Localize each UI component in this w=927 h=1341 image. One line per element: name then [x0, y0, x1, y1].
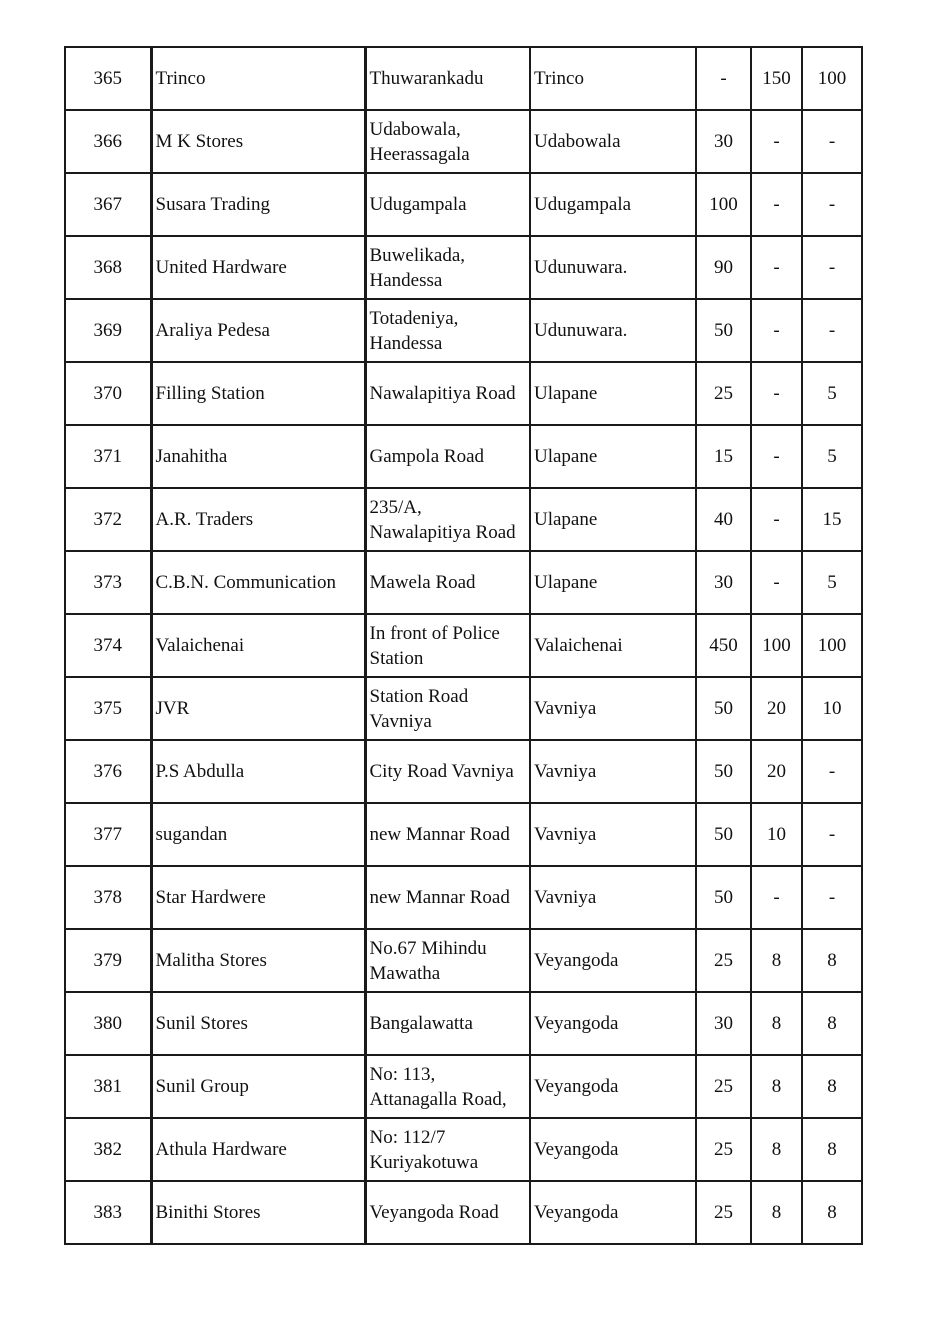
town-cell: Udugampala — [530, 173, 696, 236]
quantity-2-cell: 10 — [751, 803, 802, 866]
address-line: Udabowala, — [369, 118, 461, 140]
address-line: Thuwarankadu — [369, 68, 484, 89]
address-cell — [365, 803, 530, 866]
quantity-3-cell: 8 — [802, 1181, 862, 1244]
address-line: City Road Vavniya — [369, 761, 514, 782]
dealer-name-cell: Sunil Group — [151, 1055, 365, 1118]
row-number-cell: 370 — [65, 362, 151, 425]
table-row — [65, 992, 862, 1055]
quantity-2-cell: - — [751, 110, 802, 173]
row-number-cell: 379 — [65, 929, 151, 992]
quantity-3-cell: 5 — [802, 551, 862, 614]
quantity-3-cell: - — [802, 110, 862, 173]
quantity-3-cell: - — [802, 173, 862, 236]
quantity-1-cell: 50 — [696, 803, 751, 866]
town-cell: Vavniya — [530, 740, 696, 803]
quantity-1-cell: 30 — [696, 551, 751, 614]
row-number-cell: 381 — [65, 1055, 151, 1118]
address-line: Handessa — [369, 269, 443, 291]
quantity-1-cell: 100 — [696, 173, 751, 236]
quantity-1-cell: 30 — [696, 992, 751, 1055]
town-cell: Vavniya — [530, 803, 696, 866]
table-row — [65, 110, 862, 173]
address-cell — [365, 110, 530, 173]
dealer-name-cell: Star Hardwere — [151, 866, 365, 929]
address-line: Kuriyakotuwa — [369, 1151, 479, 1173]
quantity-3-cell: 5 — [802, 362, 862, 425]
address-cell — [365, 173, 530, 236]
table-row — [65, 236, 862, 299]
table-row — [65, 362, 862, 425]
quantity-2-cell: 8 — [751, 1118, 802, 1181]
town-cell: Veyangoda — [530, 1181, 696, 1244]
address-line: Heerassagala — [369, 143, 470, 165]
quantity-1-cell: 15 — [696, 425, 751, 488]
quantity-3-cell: 10 — [802, 677, 862, 740]
address-line: Attanagalla Road, — [369, 1088, 507, 1110]
quantity-3-cell: 8 — [802, 1055, 862, 1118]
quantity-3-cell: 15 — [802, 488, 862, 551]
address-line: 235/A, — [369, 496, 422, 518]
town-cell: Udunuwara. — [530, 299, 696, 362]
quantity-1-cell: 25 — [696, 1118, 751, 1181]
quantity-1-cell: 40 — [696, 488, 751, 551]
dealer-name-cell: C.B.N. Communication — [151, 551, 365, 614]
row-number-cell: 369 — [65, 299, 151, 362]
table-row — [65, 173, 862, 236]
quantity-1-cell: 25 — [696, 1055, 751, 1118]
row-number-cell: 372 — [65, 488, 151, 551]
dealer-name-cell: Malitha Stores — [151, 929, 365, 992]
town-cell: Vavniya — [530, 866, 696, 929]
quantity-1-cell: 50 — [696, 866, 751, 929]
quantity-3-cell: 5 — [802, 425, 862, 488]
row-number-cell: 371 — [65, 425, 151, 488]
town-cell: Udunuwara. — [530, 236, 696, 299]
quantity-2-cell: - — [751, 866, 802, 929]
address-cell — [365, 362, 530, 425]
address-cell — [365, 1055, 530, 1118]
quantity-2-cell: 20 — [751, 677, 802, 740]
address-cell — [365, 614, 530, 677]
dealer-name-cell: Susara Trading — [151, 173, 365, 236]
quantity-3-cell: - — [802, 236, 862, 299]
address-cell — [365, 236, 530, 299]
quantity-3-cell: - — [802, 740, 862, 803]
quantity-1-cell: 25 — [696, 362, 751, 425]
dealer-name-cell: JVR — [151, 677, 365, 740]
table-row — [65, 425, 862, 488]
row-number-cell: 367 — [65, 173, 151, 236]
address-line: Station — [369, 647, 424, 669]
address-cell — [365, 551, 530, 614]
quantity-3-cell: - — [802, 299, 862, 362]
dealer-name-cell: Athula Hardware — [151, 1118, 365, 1181]
address-cell — [365, 299, 530, 362]
quantity-1-cell: 50 — [696, 677, 751, 740]
row-number-cell: 368 — [65, 236, 151, 299]
table-row — [65, 47, 862, 110]
quantity-1-cell: 450 — [696, 614, 751, 677]
table-row — [65, 866, 862, 929]
row-number-cell: 382 — [65, 1118, 151, 1181]
town-cell: Trinco — [530, 47, 696, 110]
address-cell — [365, 488, 530, 551]
quantity-2-cell: 100 — [751, 614, 802, 677]
address-cell — [365, 992, 530, 1055]
address-line: Mawatha — [369, 962, 441, 984]
address-line: new Mannar Road — [369, 887, 510, 908]
table-row — [65, 299, 862, 362]
table-row — [65, 803, 862, 866]
row-number-cell: 378 — [65, 866, 151, 929]
address-line: Veyangoda Road — [369, 1202, 499, 1223]
row-number-cell: 373 — [65, 551, 151, 614]
address-line: Totadeniya, — [369, 307, 459, 329]
address-line: Station Road — [369, 685, 469, 707]
address-cell — [365, 47, 530, 110]
table-row — [65, 1181, 862, 1244]
quantity-1-cell: 30 — [696, 110, 751, 173]
address-line: Udugampala — [369, 194, 467, 215]
quantity-1-cell: 25 — [696, 929, 751, 992]
address-line: Buwelikada, — [369, 244, 466, 266]
address-line: Vavniya — [369, 710, 432, 732]
dealer-name-cell: sugandan — [151, 803, 365, 866]
quantity-2-cell: - — [751, 425, 802, 488]
address-line: In front of Police — [369, 622, 500, 644]
town-cell: Udabowala — [530, 110, 696, 173]
address-line: Handessa — [369, 332, 443, 354]
quantity-1-cell: - — [696, 47, 751, 110]
address-line: No: 112/7 — [369, 1126, 446, 1148]
dealer-name-cell: United Hardware — [151, 236, 365, 299]
quantity-2-cell: 8 — [751, 992, 802, 1055]
address-cell — [365, 740, 530, 803]
town-cell: Veyangoda — [530, 992, 696, 1055]
quantity-2-cell: - — [751, 488, 802, 551]
row-number-cell: 365 — [65, 47, 151, 110]
quantity-3-cell: 100 — [802, 614, 862, 677]
quantity-3-cell: - — [802, 866, 862, 929]
quantity-3-cell: 8 — [802, 992, 862, 1055]
dealer-name-cell: Valaichenai — [151, 614, 365, 677]
quantity-2-cell: 150 — [751, 47, 802, 110]
table-row — [65, 488, 862, 551]
table-row — [65, 551, 862, 614]
address-cell — [365, 929, 530, 992]
town-cell: Ulapane — [530, 488, 696, 551]
quantity-2-cell: - — [751, 551, 802, 614]
town-cell: Veyangoda — [530, 929, 696, 992]
address-cell — [365, 1181, 530, 1244]
dealer-name-cell: Binithi Stores — [151, 1181, 365, 1244]
address-cell — [365, 866, 530, 929]
dealer-table — [64, 46, 863, 1245]
quantity-2-cell: 20 — [751, 740, 802, 803]
dealer-name-cell: Janahitha — [151, 425, 365, 488]
quantity-3-cell: - — [802, 803, 862, 866]
dealer-name-cell: P.S Abdulla — [151, 740, 365, 803]
quantity-3-cell: 8 — [802, 1118, 862, 1181]
table-row — [65, 614, 862, 677]
address-line: Nawalapitiya Road — [369, 521, 516, 543]
address-line: Nawalapitiya Road — [369, 383, 516, 404]
quantity-3-cell: 100 — [802, 47, 862, 110]
town-cell: Veyangoda — [530, 1118, 696, 1181]
dealer-name-cell: M K Stores — [151, 110, 365, 173]
address-line: Gampola Road — [369, 446, 485, 467]
quantity-2-cell: - — [751, 173, 802, 236]
table-row — [65, 1055, 862, 1118]
address-line: Mawela Road — [369, 572, 476, 593]
quantity-3-cell: 8 — [802, 929, 862, 992]
row-number-cell: 375 — [65, 677, 151, 740]
row-number-cell: 377 — [65, 803, 151, 866]
dealer-name-cell: Filling Station — [151, 362, 365, 425]
table-row — [65, 929, 862, 992]
quantity-2-cell: 8 — [751, 1055, 802, 1118]
table-row — [65, 1118, 862, 1181]
dealer-name-cell: Sunil Stores — [151, 992, 365, 1055]
quantity-2-cell: - — [751, 299, 802, 362]
dealer-name-cell: Trinco — [151, 47, 365, 110]
quantity-2-cell: - — [751, 236, 802, 299]
row-number-cell: 376 — [65, 740, 151, 803]
dealer-name-cell: A.R. Traders — [151, 488, 365, 551]
quantity-1-cell: 90 — [696, 236, 751, 299]
row-number-cell: 366 — [65, 110, 151, 173]
quantity-1-cell: 50 — [696, 299, 751, 362]
address-line: No.67 Mihindu — [369, 937, 487, 959]
town-cell: Veyangoda — [530, 1055, 696, 1118]
row-number-cell: 374 — [65, 614, 151, 677]
table-row — [65, 740, 862, 803]
address-cell — [365, 425, 530, 488]
quantity-2-cell: - — [751, 362, 802, 425]
town-cell: Ulapane — [530, 362, 696, 425]
table-row — [65, 677, 862, 740]
address-line: Bangalawatta — [369, 1013, 473, 1034]
quantity-1-cell: 50 — [696, 740, 751, 803]
quantity-2-cell: 8 — [751, 1181, 802, 1244]
town-cell: Vavniya — [530, 677, 696, 740]
table-body — [65, 47, 862, 1244]
address-cell — [365, 1118, 530, 1181]
address-cell — [365, 677, 530, 740]
quantity-2-cell: 8 — [751, 929, 802, 992]
address-line: new Mannar Road — [369, 824, 510, 845]
town-cell: Valaichenai — [530, 614, 696, 677]
dealer-name-cell: Araliya Pedesa — [151, 299, 365, 362]
quantity-1-cell: 25 — [696, 1181, 751, 1244]
town-cell: Ulapane — [530, 551, 696, 614]
row-number-cell: 383 — [65, 1181, 151, 1244]
town-cell: Ulapane — [530, 425, 696, 488]
row-number-cell: 380 — [65, 992, 151, 1055]
address-line: No: 113, — [369, 1063, 436, 1085]
